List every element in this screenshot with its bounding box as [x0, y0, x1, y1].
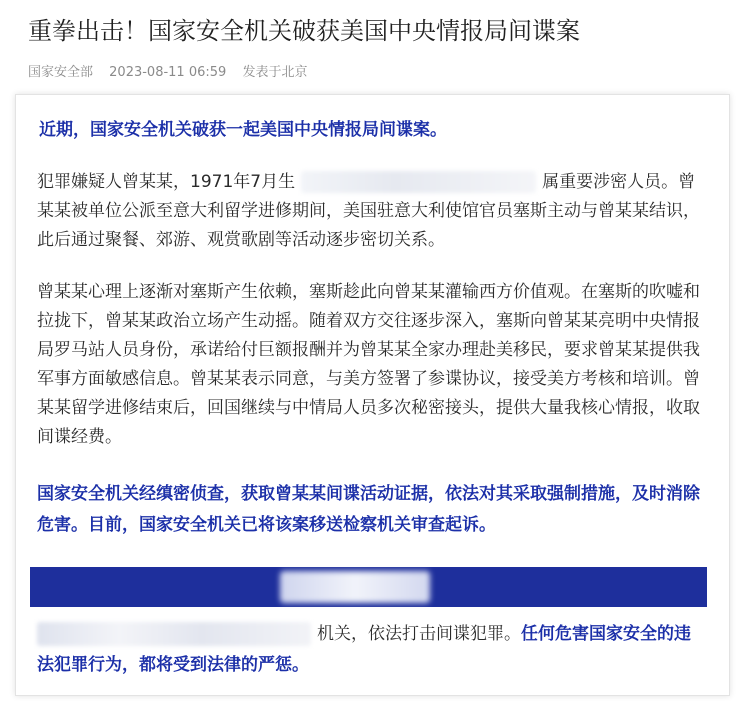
article-image-card [15, 94, 730, 696]
publish-location: 发表于北京 [242, 65, 308, 80]
closing-plain-text: 机关，依法打击间谍犯罪。 [317, 624, 521, 644]
publish-datetime: 2023-08-11 06:59 [109, 65, 227, 80]
paragraph-suspect [37, 168, 707, 255]
closing-bold-text: 任何危害国家安全的违法犯罪行为，都将受到法律的严惩。 [37, 624, 691, 675]
article-meta [28, 61, 307, 80]
article-title: 重拳出击！国家安全机关破获美国中央情报局间谍案 [28, 17, 580, 45]
paragraph-investigation: 国家安全机关经缜密侦查，获取曾某某间谍活动证据，依法对其采取强制措施，及时消除危害。目前，国家安全机关已将该案移送检察机关审查起诉。 [37, 484, 700, 535]
redacted-blur [37, 622, 311, 646]
paragraph-suspect-rest: 属重要涉密人员。曾某某被单位公派至意大利留学进修期间，美国驻意大利使馆官员塞斯主动与曾某某结识，此后通过聚餐、郊游、观赏歌剧等活动逐步密切关系。 [37, 172, 700, 250]
source-link[interactable]: 国家安全部 [28, 65, 94, 80]
paragraph-suspect-start: 犯罪嫌疑人曾某某，1971年7月生 [37, 172, 296, 192]
closing-paragraph [37, 619, 707, 681]
blue-banner [30, 567, 707, 607]
paragraph-recruitment: 曾某某心理上逐渐对塞斯产生依赖，塞斯趁此向曾某某灌输西方价值观。在塞斯的吹嘘和拉拢下，曾某某政治立场产生动摇。随着双方交往逐步深入，塞斯向曾某某亮明中央情报局罗马站人员身份，承诺给付巨额报酬并为曾某某全家办理赴美移民，要求曾某某提供我军事方面敏感信息。曾某某表示同意，与美方签署了参谍协议，接受美方考核和培训。曾某某留学进修结束后，回国继续与中情局人员多次秘密接头，提供大量我核心情报，收取间谍经费。 [37, 282, 700, 447]
redacted-blur [301, 171, 536, 193]
lead-sentence: 近期，国家安全机关破获一起美国中央情报局间谍案。 [39, 120, 447, 140]
redacted-banner-text [280, 571, 430, 603]
